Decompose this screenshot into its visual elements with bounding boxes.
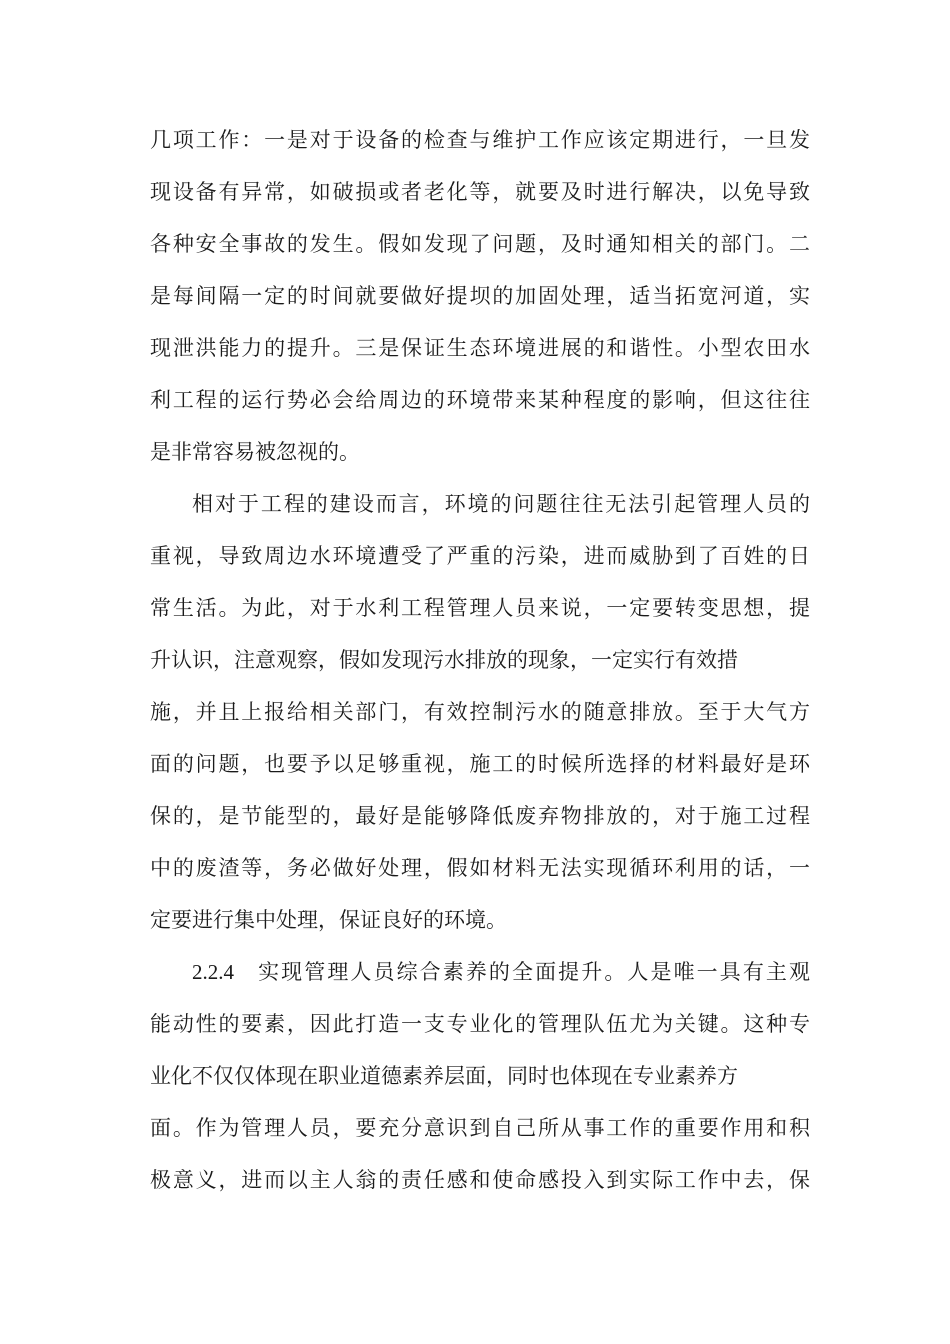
text-line: 极意义，进而以主人翁的责任感和使命感投入到实际工作中去，保 <box>150 1168 810 1192</box>
text-line: 保的，是节能型的，最好是能够降低废弃物排放的，对于施工过程 <box>150 804 810 828</box>
body-text <box>150 114 810 1206</box>
text-line: 施，并且上报给相关部门，有效控制污水的随意排放。至于大气方 <box>150 700 810 724</box>
text-line: 几项工作：一是对于设备的检查与维护工作应该定期进行，一旦发 <box>150 128 810 152</box>
text-line: 现泄洪能力的提升。三是保证生态环境进展的和谐性。小型农田水 <box>150 336 810 360</box>
text-line: 是非常容易被忽视的。 <box>150 440 360 464</box>
text-span: 实现管理人员综合素养的全面提升。人是唯一具有主观 <box>256 960 810 984</box>
paragraph-1 <box>150 114 810 478</box>
text-line: 利工程的运行势必会给周边的环境带来某种程度的影响，但这往往 <box>150 388 810 412</box>
text-line: 是每间隔一定的时间就要做好提坝的加固处理，适当拓宽河道，实 <box>150 284 810 308</box>
text-line: 中的废渣等，务必做好处理，假如材料无法实现循环利用的话，一 <box>150 856 810 880</box>
text-line: 定要进行集中处理，保证良好的环境。 <box>150 908 507 932</box>
text-line: 业化不仅仅体现在职业道德素养层面，同时也体现在专业素养方 <box>150 1064 738 1088</box>
text-line: 各种安全事故的发生。假如发现了问题，及时通知相关的部门。二 <box>150 232 810 256</box>
paragraph-2 <box>150 478 810 946</box>
text-line: 现设备有异常，如破损或者老化等，就要及时进行解决，以免导致 <box>150 180 810 204</box>
text-line: 相对于工程的建设而言，环境的问题往往无法引起管理人员的 <box>192 492 810 516</box>
text-line: 能动性的要素，因此打造一支专业化的管理队伍尤为关键。这种专 <box>150 1012 810 1036</box>
text-line: 升认识，注意观察，假如发现污水排放的现象，一定实行有效措 <box>150 648 738 672</box>
text-line <box>150 946 810 998</box>
text-line: 面的问题，也要予以足够重视，施工的时候所选择的材料最好是环 <box>150 752 810 776</box>
text-line: 面。作为管理人员，要充分意识到自己所从事工作的重要作用和积 <box>150 1116 810 1140</box>
text-line: 常生活。为此，对于水利工程管理人员来说，一定要转变思想，提 <box>150 596 810 620</box>
paragraph-3 <box>150 946 810 1206</box>
section-number: 2.2.4 <box>192 960 234 984</box>
text-line: 重视，导致周边水环境遭受了严重的污染，进而威胁到了百姓的日 <box>150 544 810 568</box>
